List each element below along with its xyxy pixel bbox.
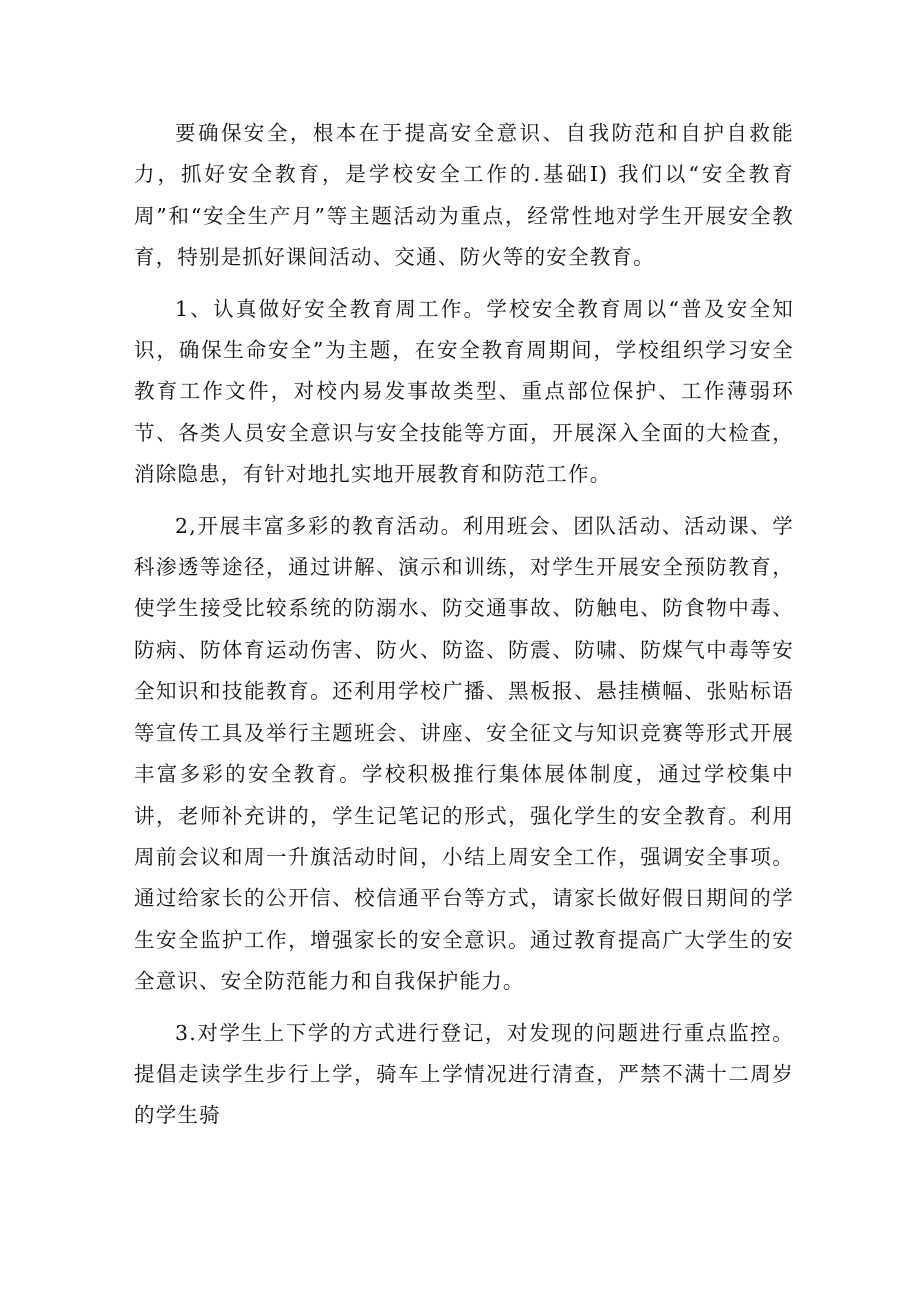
paragraph-item-1: 1、认真做好安全教育周工作。学校安全教育周以“普及安全知识，确保生命安全”为主题，在安全教育周期间，学校组织学习安全教育工作文件，对校内易发事故类型、重点部位保护、工作薄弱环节、各类人员安全意识与安全技能等方面，开展深入全面的大检查，消除隐患，有针对地扎实地开展教育和防范工作。 [134,296,794,487]
paragraph-item-3: 3.对学生上下学的方式进行登记，对发现的问题进行重点监控。提倡走读学生步行上学，骑车上学情况进行清查，严禁不满十二周岁的学生骑 [134,1020,794,1128]
paragraph-item-2: 2,开展丰富多彩的教育活动。利用班会、团队活动、活动课、学科渗透等途径，通过讲解、演示和训练，对学生开展安全预防教育，使学生接受比较系统的防溺水、防交通事故、防触电、防食物中毒、防病、防体育运动伤害、防火、防盗、防震、防啸、防煤气中毒等安全知识和技能教育。还利用学校广播、黑板报、悬挂横幅、张贴标语等宣传工具及举行主题班会、讲座、安全征文与知识竞赛等形式开展丰富多彩的安全教育。学校积极推行集体展体制度，通过学校集中讲，老师补充讲的，学生记笔记的形式，强化学生的安全教育。利用周前会议和周一升旗活动时间，小结上周安全工作，强调安全事项。通过给家长的公开信、校信通平台等方式，请家长做好假日期间的学生安全监护工作，增强家长的安全意识。通过教育提高广大学生的安全意识、安全防范能力和自我保护能力。 [134,513,794,994]
document-body [134,113,794,1137]
paragraph-intro: 要确保安全，根本在于提高安全意识、自我防范和自护自救能力，抓好安全教育，是学校安全工作的.基础I) 我们以“安全教育周”和“安全生产月”等主题活动为重点，经常性地对学生开展安全教育，特别是抓好课间活动、交通、防火等的安全教育。 [134,121,794,270]
